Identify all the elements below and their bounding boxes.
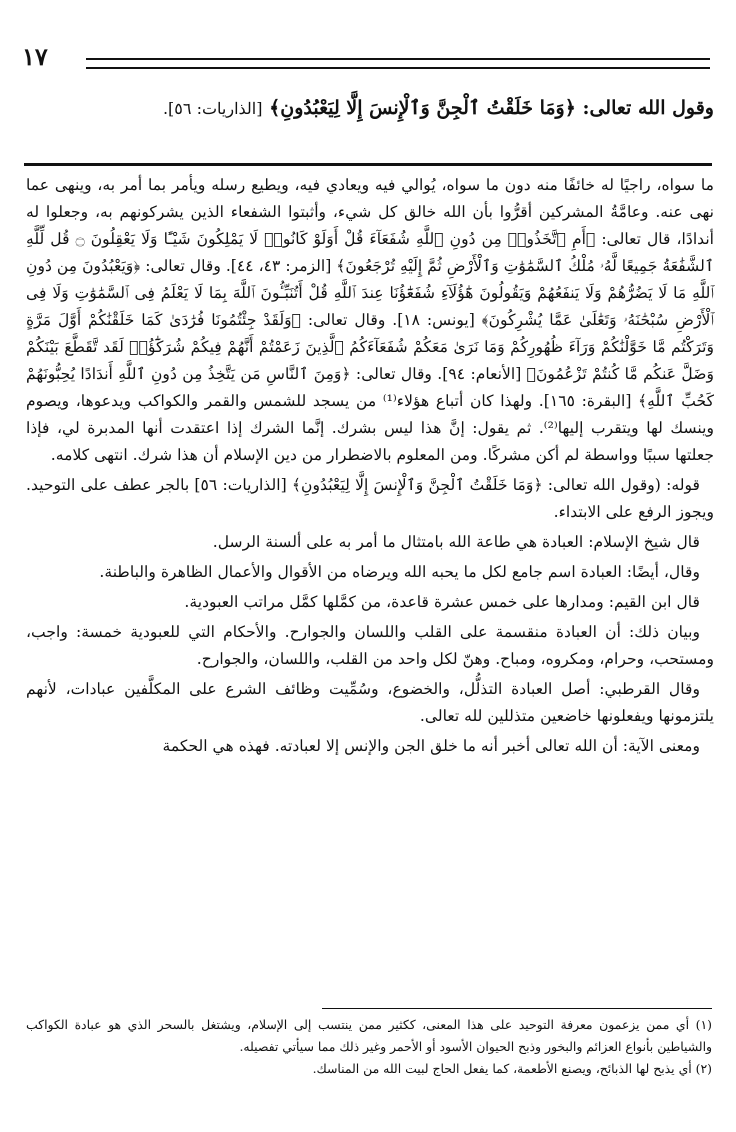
- paragraph: قال ابن القيم: ومدارها على خمس عشرة قاعدة، من كمَّلها كمَّل مراتب العبودية.: [184, 593, 700, 611]
- paragraph: وقال القرطبي: أصل العبادة التذلُّل، والخضوع، وسُمِّيت وظائف الشرع على المكلَّفين عبادات، لأنهم يلتزمونها ويفعلونها خاضعين متذللين لله تعالى.: [26, 680, 714, 725]
- footnotes: [26, 1014, 712, 1080]
- paragraph: قال شيخ الإسلام: العبادة هي طاعة الله بامتثال ما أمر به على ألسنة الرسل.: [212, 533, 700, 551]
- footnote-rule: [322, 1008, 712, 1009]
- paragraph: وبيان ذلك: أن العبادة منقسمة على القلب واللسان والجوارح. والأحكام التي للعبودية خمسة: واجب، ومستحب، وحرام، ومكروه، ومباح. وهنّ لكل واحد من القلب، واللسان، والجوارح.: [26, 623, 714, 668]
- top-rule: [24, 163, 712, 166]
- title-verse: [24, 97, 714, 119]
- paragraph: وقال، أيضًا: العبادة اسم جامع لكل ما يحبه الله ويرضاه من الأقوال والأعمال الظاهرة والباطنة.: [99, 563, 700, 581]
- title-verse-text: وقول الله تعالى: ﴿وَمَا خَلَقْتُ ٱلْجِنَّ وَٱلْإِنسَ إِلَّا لِيَعْبُدُونِ﴾: [269, 97, 714, 119]
- footnote-1: (١) أي ممن يزعمون معرفة التوحيد على هذا المعنى، ككثير ممن ينتسب إلى الإسلام، ويشتغل بالسحر الذي هو عبادة الكواكب والشياطين بأنواع العزائم والبخور وذبح الحيوان الأسود أو الأحمر وغير ذلك مما سيأتي تفصيله.: [26, 1017, 712, 1054]
- paragraph: قوله: (وقول الله تعالى: ﴿وَمَا خَلَقْتُ ٱلْجِنَّ وَٱلْإِنسَ إِلَّا لِيَعْبُدُونِ﴾ [الذاريات: ٥٦] بالجر عطف على التوحيد. ويجوز الرفع على الابتداء.: [26, 476, 714, 521]
- header-rule: [86, 58, 710, 69]
- title-verse-reference: [الذاريات: ٥٦].: [162, 99, 263, 118]
- paragraph: ما سواه، راجيًا له خائفًا منه دون ما سواه، يُوالي فيه ويعادي فيه، ويطيع رسله ويأمر بما أمر به، وينهى عما نهى عنه. وعامَّةُ المشركين أقرُّوا بأن الله خالق كل شيء، وأثبتوا الشفعاء الذين يشركونهم به، وجعلوا له أندادًا، قال تعالى: ﴿أَمِ ٱتَّخَذُوا۟ مِن دُونِ ٱللَّهِ شُفَعَآءَ قُلْ أَوَلَوْ كَانُوا۟ لَا يَمْلِكُونَ شَيْـًٔا وَلَا يَعْقِلُونَ ۝ قُل لِّلَّهِ ٱلشَّفَٰعَةُ جَمِيعًا لَّهُۥ مُلْكُ ٱلسَّمَٰوَٰتِ وَٱلْأَرْضِ ثُمَّ إِلَيْهِ تُرْجَعُونَ﴾ [الزمر: ٤٣، ٤٤]. وقال تعالى: ﴿وَيَعْبُدُونَ مِن دُونِ ٱللَّهِ مَا لَا يَضُرُّهُمْ وَلَا يَنفَعُهُمْ وَيَقُولُونَ هَٰٓؤُلَآءِ شُفَعَٰٓؤُنَا عِندَ ٱللَّهِ قُلْ أَتُنَبِّـُٔونَ ٱللَّهَ بِمَا لَا يَعْلَمُ فِى ٱلسَّمَٰوَٰتِ وَلَا فِى ٱلْأَرْضِ سُبْحَٰنَهُۥ وَتَعَٰلَىٰ عَمَّا يُشْرِكُونَ﴾ [يونس: ١٨]. وقال تعالى: ﴿وَلَقَدْ جِئْتُمُونَا فُرَٰدَىٰ كَمَا خَلَقْنَٰكُمْ أَوَّلَ مَرَّةٍ وَتَرَكْتُم مَّا خَوَّلْنَٰكُمْ وَرَآءَ ظُهُورِكُمْ وَمَا نَرَىٰ مَعَكُمْ شُفَعَآءَكُمُ ٱلَّذِينَ زَعَمْتُمْ أَنَّهُمْ فِيكُمْ شُرَكَٰٓؤُا۟ لَقَد تَّقَطَّعَ بَيْنَكُمْ وَضَلَّ عَنكُم مَّا كُنتُمْ تَزْعُمُونَ﴾ [الأنعام: ٩٤]. وقال تعالى: ﴿وَمِنَ ٱلنَّاسِ مَن يَتَّخِذُ مِن دُونِ ٱللَّهِ أَندَادًا يُحِبُّونَهُمْ كَحُبِّ ٱللَّهِ﴾ [البقرة: ١٦٥]. ولهذا كان أتباع هؤلاء⁽¹⁾ من يسجد للشمس والقمر والكواكب ويدعوها، ويصوم وينسك لها ويتقرب إليها⁽²⁾. ثم يقول: إنَّ هذا ليس بشرك. إنَّما الشرك إذا اعتقدت أنها المدبرة لي، فإذا جعلتها سببًا وواسطة لم أكن مشركًا. ومن المعلوم بالاضطرار من دين الإسلام أن هذا شرك. انتهى كلامه.: [26, 176, 715, 464]
- page-number: ١٧: [22, 42, 48, 71]
- main-text: [26, 172, 714, 760]
- footnote-2: (٢) أي يذبح لها الذبائح، ويصنع الأطعمة، كما يفعل الحاج لبيت الله من المناسك.: [312, 1061, 712, 1076]
- paragraph: ومعنى الآية: أن الله تعالى أخبر أنه ما خلق الجن والإنس إلا لعبادته. فهذه هي الحكمة: [162, 737, 700, 755]
